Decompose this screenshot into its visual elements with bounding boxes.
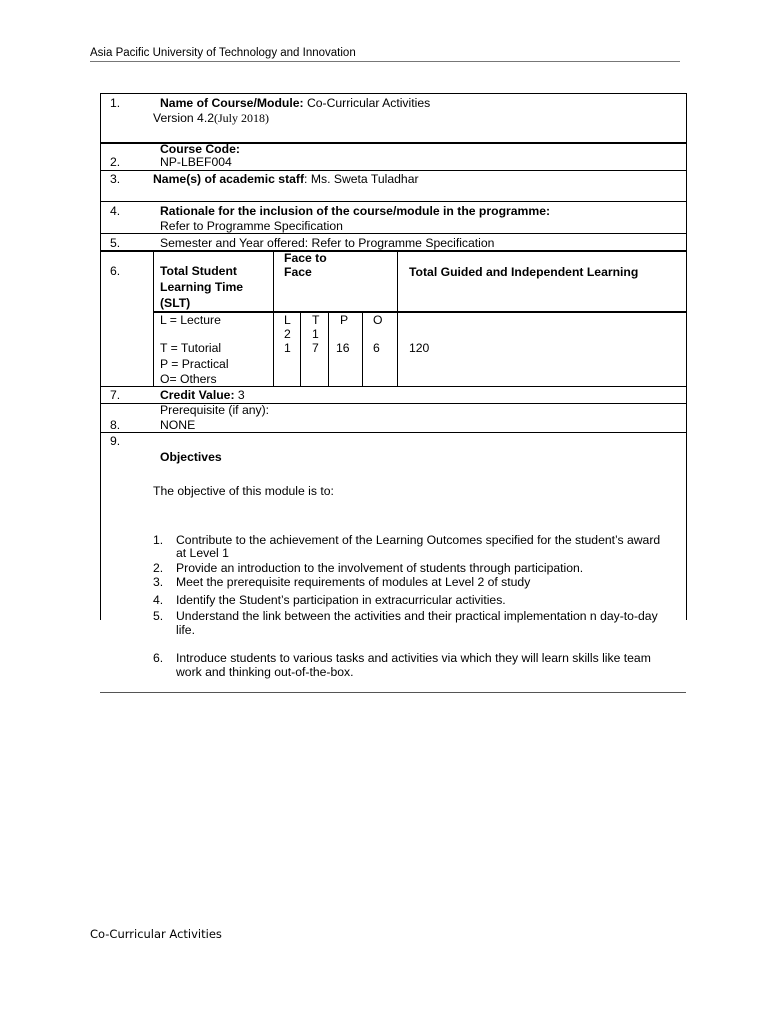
page-header: Asia Pacific University of Technology and Innovation (90, 47, 356, 59)
version (153, 111, 269, 125)
credit-value-number: 3 (234, 388, 245, 402)
column-divider (397, 250, 398, 386)
row-number: 4. (110, 204, 121, 218)
row-number: 5. (110, 236, 121, 250)
lecture-hours: 1 (284, 341, 291, 355)
list-item-text: Contribute to the achievement of the Learning Outcomes specified for the student’s award (176, 533, 661, 547)
rationale-value: Refer to Programme Specification (160, 219, 343, 233)
practical-hours: 16 (336, 341, 350, 355)
course-code-value: NP-LBEF004 (160, 155, 232, 169)
list-item-text: Understand the link between the activities and their practical implementation n day-to-day (176, 609, 658, 623)
list-item-text: Provide an introduction to the involvement of students through participation. (176, 561, 584, 575)
column-divider (153, 250, 154, 386)
row-divider (100, 233, 686, 234)
row-number: 2. (110, 155, 121, 169)
list-item-text: Introduce students to various tasks and activities via which they will learn skills like team (176, 651, 651, 665)
others-hours: 6 (373, 341, 380, 355)
academic-staff (153, 172, 419, 186)
guided-learning-heading: Total Guided and Independent Learning (409, 265, 639, 279)
others-hours: O (373, 313, 383, 327)
list-item-text: Meet the prerequisite requirements of modules at Level 2 of study (176, 575, 531, 589)
academic-staff-value: : Ms. Sweta Tuladhar (304, 172, 419, 186)
legend-lecture: L = Lecture (160, 313, 221, 327)
list-item-number: 1. (153, 533, 164, 547)
row-number: 7. (110, 388, 121, 402)
total-learning-hours: 120 (409, 341, 430, 355)
tutorial-hours: T (312, 313, 320, 327)
academic-staff-label: Name(s) of academic staff (153, 172, 305, 186)
course-name-value: Co-Curricular Activities (303, 96, 431, 110)
row-divider (100, 250, 686, 252)
list-item-number: 2. (153, 561, 164, 575)
legend-others: O= Others (160, 372, 217, 386)
row-divider (100, 386, 686, 387)
lecture-hours: L (284, 313, 291, 327)
legend-practical: P = Practical (160, 357, 229, 371)
credit-value (160, 388, 245, 402)
list-item-number: 4. (153, 593, 164, 607)
row-divider (153, 311, 686, 313)
table-border-top (100, 93, 686, 94)
slt-heading-line: Learning Time (160, 280, 244, 294)
course-code-label: Course Code: (160, 142, 240, 156)
list-item-number: 5. (153, 609, 164, 623)
objectives-title: Objectives (160, 450, 222, 464)
course-name-label: Name of Course/Module: (160, 96, 304, 110)
list-item-text: life. (176, 623, 195, 637)
row-divider (100, 432, 686, 433)
face-to-face-heading: Face to (284, 251, 327, 265)
row-number: 9. (110, 434, 121, 448)
slt-heading-line: Total Student (160, 264, 237, 278)
credit-value-label: Credit Value: (160, 388, 235, 402)
row-number: 3. (110, 172, 121, 186)
list-item-text: at Level 1 (176, 546, 229, 560)
tutorial-hours: 1 (312, 327, 319, 341)
face-to-face-heading: Face (284, 265, 312, 279)
prerequisite-value: NONE (160, 418, 196, 432)
objectives-intro: The objective of this module is to: (153, 484, 334, 498)
prerequisite-label: Prerequisite (if any): (160, 403, 270, 417)
table-border-bottom (100, 692, 686, 693)
row-number: 8. (110, 418, 121, 432)
header-rule (90, 61, 680, 62)
version-date: (July 2018) (213, 111, 269, 125)
rationale-label: Rationale for the inclusion of the course/module in the programme: (160, 204, 551, 218)
practical-hours: P (340, 313, 349, 327)
table-border-right (686, 93, 687, 620)
list-item-number: 3. (153, 575, 164, 589)
list-item-text: work and thinking out-of-the-box. (176, 665, 354, 679)
column-divider (300, 311, 301, 386)
list-item-number: 6. (153, 651, 164, 665)
column-divider (328, 311, 329, 386)
row-divider (100, 170, 686, 171)
column-divider (273, 250, 274, 386)
version-label: Version 4.2 (153, 111, 214, 125)
list-item-text: Identify the Student’s participation in extracurricular activities. (176, 593, 506, 607)
course-name (160, 96, 430, 110)
row-divider (100, 201, 686, 202)
tutorial-hours: 7 (312, 341, 319, 355)
lecture-hours: 2 (284, 327, 291, 341)
slt-heading-line: (SLT) (160, 296, 191, 310)
table-border-left (100, 93, 101, 620)
semester-offered: Semester and Year offered: Refer to Programme Specification (160, 236, 495, 250)
row-number: 1. (110, 96, 121, 110)
legend-tutorial: T = Tutorial (160, 341, 222, 355)
page-footer: Co-Curricular Activities (90, 927, 222, 941)
column-divider (362, 311, 363, 386)
row-number: 6. (110, 264, 121, 278)
